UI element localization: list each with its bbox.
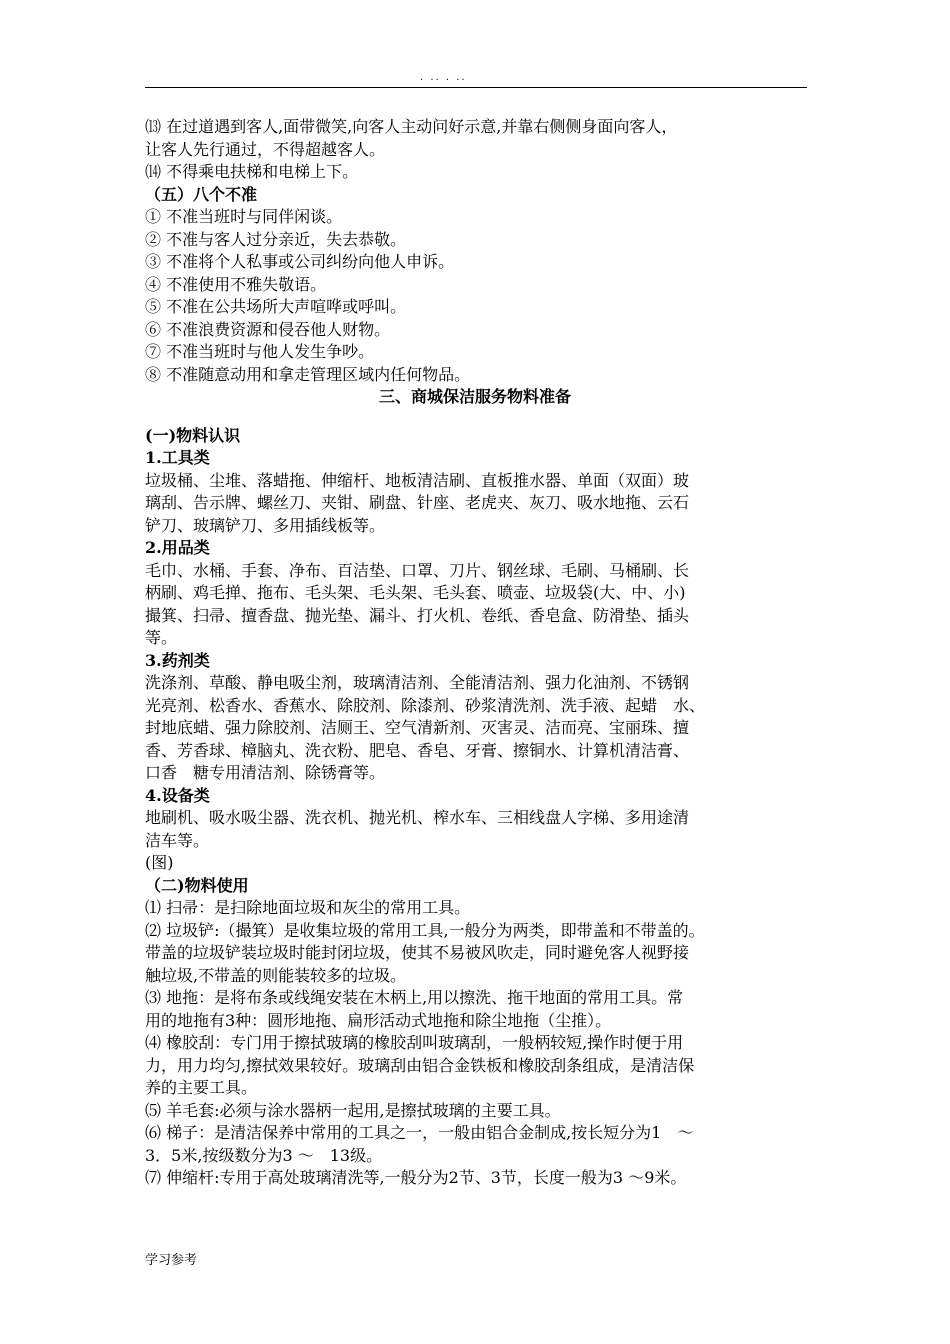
text-line: 璃刮、告示牌、螺丝刀、夹钳、刷盘、针座、老虎夹、灰刀、吸水地拖、云石: [145, 493, 690, 512]
text-line: 洁车等。: [145, 830, 210, 850]
text-line: 香、芳香球、樟脑丸、洗衣粉、肥皂、香皂、牙膏、擦铜水、计算机清洁膏、: [145, 740, 690, 760]
header-rule: [145, 87, 807, 88]
text-line: ⑵ 垃圾铲:（撮箕）是收集垃圾的常用工具,一般分为两类，即带盖和不带盖的。: [145, 920, 705, 940]
category-heading: 4.设备类: [145, 785, 210, 805]
text-line: 3．5米,按级数分为3 ～ 13级。: [145, 1145, 383, 1165]
text-line: ⑷ 橡胶刮：专门用于擦拭玻璃的橡胶刮叫玻璃刮，一般柄较短,操作时便于用: [145, 1033, 684, 1052]
subsection-heading: （二)物料使用: [145, 875, 249, 895]
section-heading: （五）八个不准: [145, 184, 258, 204]
category-heading: 2.用品类: [145, 538, 210, 557]
text-line: 养的主要工具。: [145, 1078, 258, 1097]
text-line: 带盖的垃圾铲装垃圾时能封闭垃圾，使其不易被风吹走，同时避免客人视野接: [145, 943, 690, 962]
header-dots: . .. . ..: [420, 72, 467, 83]
figure-note: (图): [145, 853, 174, 872]
document-body: [145, 116, 825, 1190]
text-line: 洗涤剂、草酸、静电吸尘剂，玻璃清洁剂、全能清洁剂、强力化油剂、不锈钢: [145, 673, 690, 692]
chapter-title: 三、商城保洁服务物料准备: [378, 387, 571, 406]
list-item: ⑥ 不准浪费资源和侵吞他人财物。: [145, 319, 391, 339]
text-line: ⒀ 在过道遇到客人,面带微笑,向客人主动问好示意,并靠右侧侧身面向客人，: [145, 117, 678, 136]
list-item: ⑦ 不准当班时与他人发生争吵。: [145, 342, 375, 361]
text-line: 力，用力均匀,擦拭效果较好。玻璃刮由铝合金铁板和橡胶刮条组成，是清洁保: [145, 1055, 695, 1075]
text-line: ⑸ 羊毛套:必须与涂水器柄一起用,是擦拭玻璃的主要工具。: [145, 1100, 561, 1120]
text-line: ⑶ 地拖：是将布条或线绳安装在木柄上,用以擦洗、拖干地面的常用工具。常: [145, 988, 684, 1007]
text-line: 柄刷、鸡毛掸、拖布、毛头架、毛头架、毛头套、喷壶、垃圾袋(大、中、小): [145, 583, 686, 602]
spacer: [145, 409, 825, 425]
text-line: 撮箕、扫帚、擅香盘、抛光垫、漏斗、打火机、卷纸、香皂盒、防滑垫、插头: [145, 605, 690, 625]
footer-text: 学习参考: [145, 1253, 198, 1268]
text-line: 口香 糖专用清洁剂、除锈膏等。: [145, 763, 386, 782]
text-line: 用的地拖有3种：圆形地拖、扁形活动式地拖和除尘地拖（尘推）。: [145, 1010, 612, 1030]
text-line: 光亮剂、松香水、香蕉水、除胶剂、除漆剂、砂浆清洗剂、洗手液、起蜡 水、: [145, 695, 706, 715]
category-heading: 3.药剂类: [145, 650, 210, 670]
list-item: ① 不准当班时与同伴闲谈。: [145, 207, 343, 226]
list-item: ⑤ 不准在公共场所大声喧哗或呼叫。: [145, 297, 407, 316]
text-line: 铲刀、玻璃铲刀、多用插线板等。: [145, 515, 386, 535]
list-item: ② 不准与客人过分亲近，失去恭敬。: [145, 229, 407, 249]
list-item: ⑧ 不准随意动用和拿走管理区域内任何物品。: [145, 364, 471, 384]
subsection-heading: (一)物料认识: [145, 425, 241, 445]
list-item: ③ 不准将个人私事或公司纠纷向他人申诉。: [145, 252, 455, 271]
text-line: 垃圾桶、尘堆、落蜡拖、伸缩杆、地板清洁刷、直板推水器、单面（双面）玻: [145, 470, 690, 490]
text-line: ⑴ 扫帚：是扫除地面垃圾和灰尘的常用工具。: [145, 898, 471, 917]
text-line: 让客人先行通过，不得超越客人。: [145, 139, 386, 159]
text-line: 触垃圾,不带盖的则能装较多的垃圾。: [145, 965, 407, 985]
text-line: ⒁ 不得乘电扶梯和电梯上下。: [145, 162, 359, 181]
text-line: ⑹ 梯子：是清洁保养中常用的工具之一，一般由铝合金制成,按长短分为1 ～: [145, 1123, 694, 1142]
text-line: 毛巾、水桶、手套、净布、百洁垫、口罩、刀片、钢丝球、毛刷、马桶刷、长: [145, 560, 690, 580]
category-heading: 1.工具类: [145, 448, 210, 467]
list-item: ④ 不准使用不雅失敬语。: [145, 274, 327, 294]
text-line: 地刷机、吸水吸尘器、洗衣机、抛光机、榨水车、三相线盘人字梯、多用途清: [145, 808, 690, 827]
text-line: 封地底蜡、强力除胶剂、洁厕王、空气清新剂、灭害灵、洁而亮、宝丽珠、擅: [145, 718, 690, 737]
text-line: 等。: [145, 628, 178, 647]
text-line: ⑺ 伸缩杆:专用于高处玻璃清洗等,一般分为2节、3节，长度一般为3 ～9米。: [145, 1168, 687, 1187]
